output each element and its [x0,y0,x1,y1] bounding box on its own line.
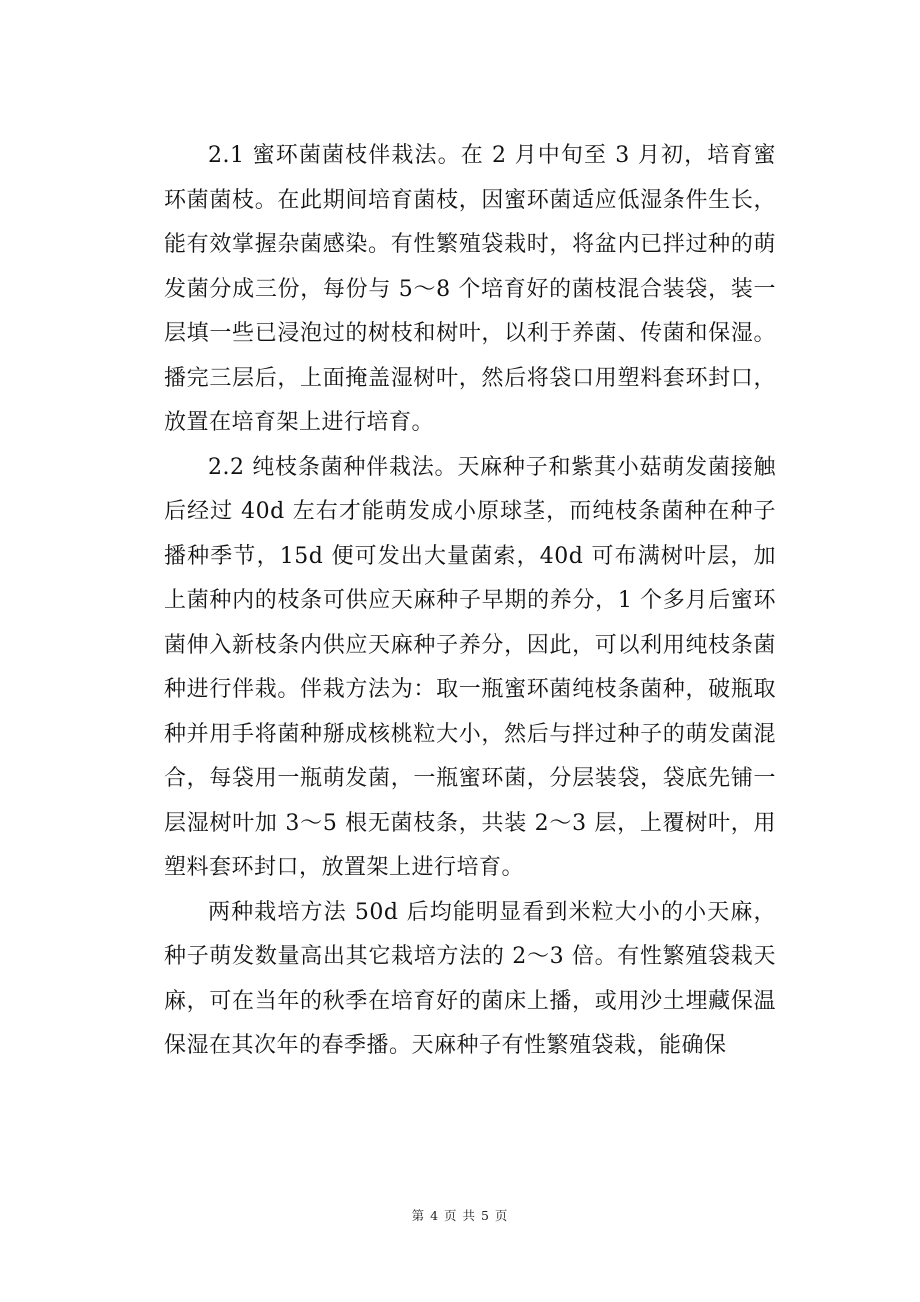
paragraph-results: 两种栽培方法 50d 后均能明显看到米粒大小的小天麻，种子萌发数量高出其它栽培方法的 2～3 倍。有性繁殖袋栽天麻，可在当年的秋季在培育好的菌床上播，或用沙土埋藏保温保湿在其次年的春季播。天麻种子有性繁殖袋栽，能确保 [164,899,776,1058]
paragraph-2-2-pure-branch-method: 2.2 纯枝条菌种伴栽法。天麻种子和紫萁小菇萌发菌接触后经过 40d 左右才能萌发成小原球茎，而纯枝条菌种在种子播种季节，15d 便可发出大量菌索，40d 可布满树叶层，加上菌种内的枝条可供应天麻种子早期的养分，1 个多月后蜜环菌伸入新枝条内供应天麻种子养分，因此，可以利用纯枝条菌种进行伴栽。伴栽方法为：取一瓶蜜环菌纯枝条菌种，破瓶取种并用手将菌种掰成核桃粒大小，然后与拌过种子的萌发菌混合，每袋用一瓶萌发菌，一瓶蜜环菌，分层装袋，袋底先铺一层湿树叶加 3～5 根无菌枝条，共装 2～3 层，上覆树叶，用塑料套环封口，放置架上进行培育。 [164,454,776,880]
paragraph-2-1-armillaria-method: 2.1 蜜环菌菌枝伴栽法。在 2 月中旬至 3 月初，培育蜜环菌菌枝。在此期间培育菌枝，因蜜环菌适应低湿条件生长，能有效掌握杂菌感染。有性繁殖袋栽时，将盆内已拌过种的萌发菌分成三份，每份与 5～8 个培育好的菌枝混合装袋，装一层填一些已浸泡过的树枝和树叶，以利于养菌、传菌和保湿。播完三层后，上面掩盖湿树叶，然后将袋口用塑料套环封口，放置在培育架上进行培育。 [164,143,776,435]
document-body [164,134,776,1069]
page-footer: 第 4 页 共 5 页 [411,1208,509,1223]
